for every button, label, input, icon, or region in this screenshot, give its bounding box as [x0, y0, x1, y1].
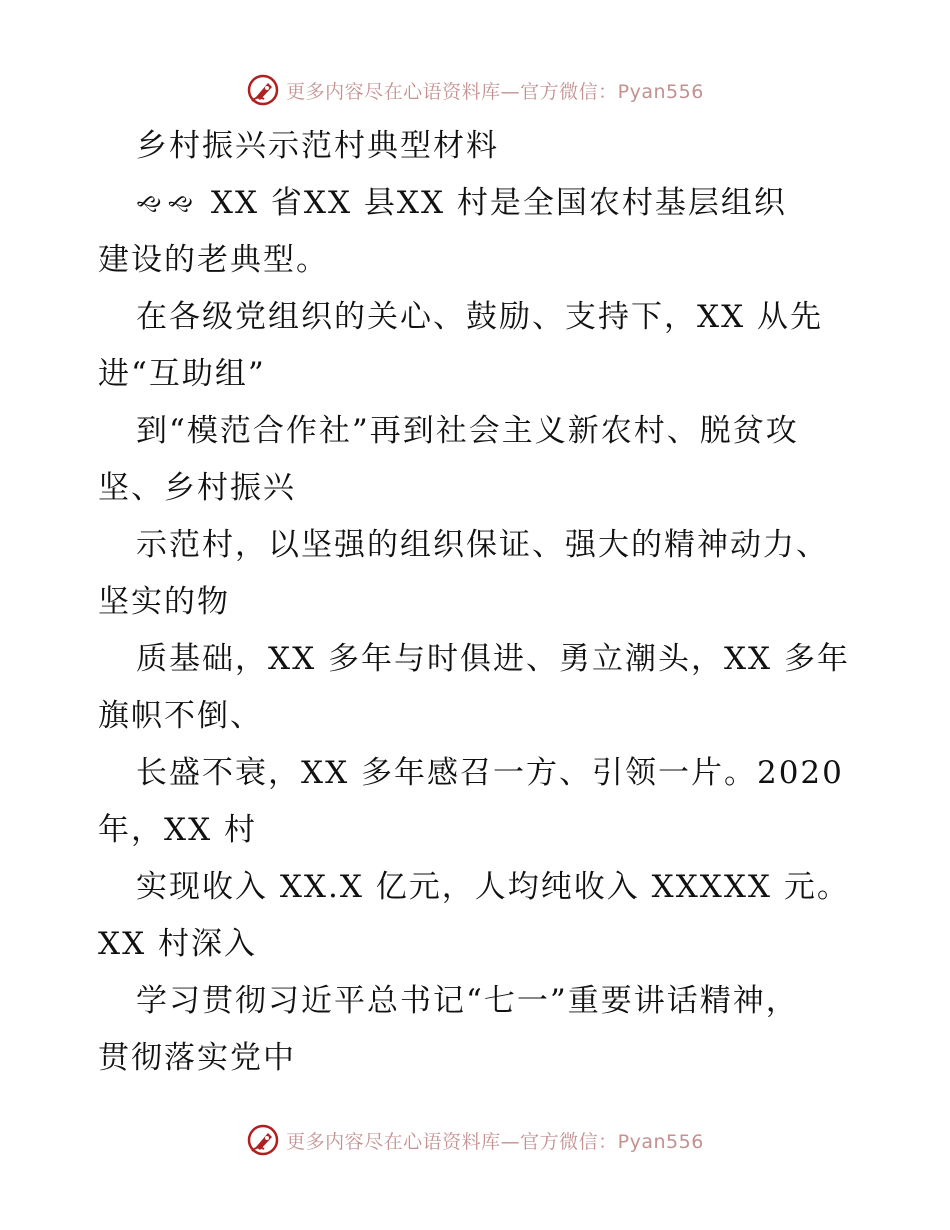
- paragraph-line: 旗帜不倒、: [98, 698, 263, 734]
- paragraph-line: 学习贯彻习近平总书记“七一”重要讲话精神，: [136, 983, 799, 1019]
- paragraph-line: 质基础，XX 多年与时俱进、勇立潮头，XX 多年: [136, 641, 850, 677]
- paragraph-line: 建设的老典型。: [98, 242, 329, 278]
- paragraph-line: 示范村，以坚强的组织保证、强大的精神动力、: [136, 527, 829, 563]
- document-title: 乡村振兴示范村典型材料: [136, 128, 499, 164]
- paragraph-line: 到“模范合作社”再到社会主义新农村、脱贫攻: [136, 413, 799, 449]
- paragraph-line: 贯彻落实党中: [98, 1040, 296, 1076]
- paragraph-line-text: XX 省XX 县XX 村是全国农村基层组织: [210, 185, 787, 221]
- paragraph-line: 长盛不衰，XX 多年感召一方、引领一片。2020: [136, 755, 844, 791]
- paragraph-line: 进“互助组”: [98, 356, 266, 392]
- paragraph-line: 年，XX 村: [98, 812, 257, 848]
- curl-ornament-icon: 🙙: [167, 190, 196, 220]
- curl-ornament-icon: 🙙: [136, 190, 164, 220]
- paragraph-line: XX 村深入: [98, 926, 257, 962]
- paragraph-line: 坚、乡村振兴: [98, 470, 296, 506]
- footer-banner: [0, 1120, 950, 1160]
- header-banner: [0, 70, 950, 110]
- paragraph-line: 坚实的物: [98, 584, 230, 620]
- paragraph-line: [98, 175, 858, 232]
- document-body: [98, 118, 858, 1087]
- pen-nib-logo-icon: [246, 1123, 280, 1157]
- header-banner-text: 更多内容尽在心语资料库—官方微信：Pyan556: [286, 80, 704, 103]
- footer-banner-text: 更多内容尽在心语资料库—官方微信：Pyan556: [286, 1130, 704, 1153]
- pen-nib-logo-icon: [246, 73, 280, 107]
- paragraph-line: 实现收入 XX.X 亿元，人均纯收入 XXXXX 元。: [136, 869, 850, 905]
- paragraph-line: 在各级党组织的关心、鼓励、支持下，XX 从先: [136, 299, 823, 335]
